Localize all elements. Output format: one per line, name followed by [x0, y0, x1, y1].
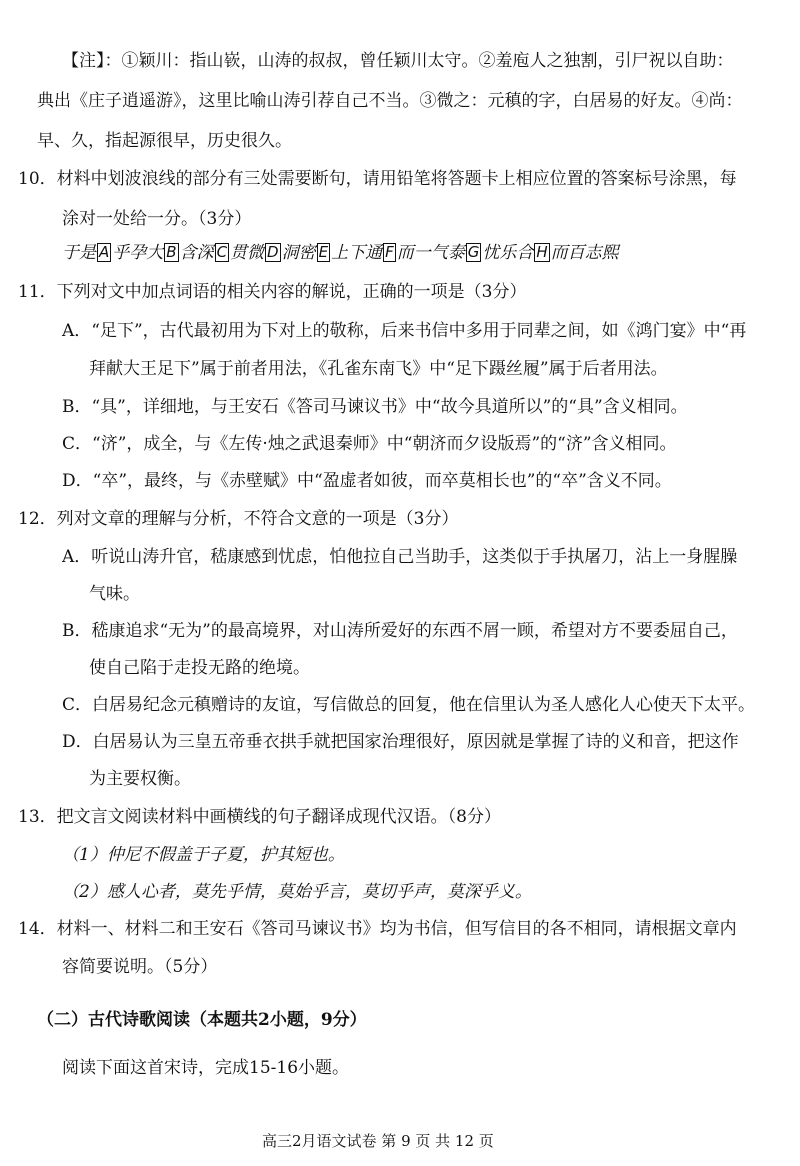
section-heading: （二）古代诗歌阅读（本题共2小题，9分）	[37, 1010, 367, 1030]
q10-segment-text: 忧乐合	[482, 243, 534, 263]
q14-stem-line-1: 14．材料一、材料二和王安石《答司马谏议书》均为书信，但写信目的各不相同，请根据文章内	[18, 919, 737, 939]
q10-segment-text: 而百志熙	[550, 243, 619, 263]
answer-mark-box: A	[99, 243, 110, 261]
note-line-3: 早、久，指起源很早，历史很久。	[37, 131, 292, 151]
q12-option-b-line-1: B．嵇康追求“无为”的最高境界，对山涛所爱好的东西不屑一顾，希望对方不要委屈自己，	[62, 621, 738, 641]
q10-segment-text: 洞密	[281, 243, 316, 263]
q10-segment-text: 含深	[179, 243, 214, 263]
q12-option-c: C．白居易纪念元稹赠诗的友谊，写信做总的回复，他在信里认为圣人感化人心使天下太平。	[62, 695, 756, 715]
q11-stem: 11．下列对文中加点词语的相关内容的解说，正确的一项是（3分）	[18, 282, 527, 302]
q10-segment-text: 上下通	[331, 243, 383, 263]
answer-mark-box: D	[267, 243, 279, 261]
q14-stem-line-2: 容简要说明。（5分）	[62, 957, 218, 977]
q10-sentence-segments	[62, 242, 619, 264]
q12-stem: 12．列对文章的理解与分析，不符合文意的一项是（3分）	[18, 509, 459, 529]
q11-option-d: D．“卒”，最终，与《赤壁赋》中“盈虚者如彼，而卒莫相长也”的“卒”含义不同。	[62, 471, 672, 491]
q13-sentence-2: （2）感人心者，莫先乎情，莫始乎言，莫切乎声，莫深乎义。	[62, 882, 532, 902]
q10-stem-line-1: 10．材料中划波浪线的部分有三处需要断句，请用铅笔将答题卡上相应位置的答案标号涂黑，每	[18, 169, 737, 189]
q11-option-a-line-1: A．“足下”，古代最初用为下对上的敬称，后来书信中多用于同辈之间，如《鸿门宴》中“再	[62, 321, 747, 341]
q12-option-d-line-2: 为主要权衡。	[89, 769, 191, 789]
q12-option-a-line-2: 气味。	[89, 584, 140, 604]
q10-segment-text: 于是	[62, 243, 96, 263]
q10-stem-line-2: 涂对一处给一分。（3分）	[62, 209, 252, 229]
q10-segment-text: 贯微	[230, 243, 265, 263]
answer-mark-box: H	[536, 243, 548, 261]
q11-option-c: C．“济”，成全，与《左传·烛之武退秦师》中“朝济而夕设版焉”的“济”含义相同。	[62, 434, 677, 454]
q11-option-b: B．“具”，详细地，与王安石《答司马谏议书》中“故今具道所以”的“具”含义相同。	[62, 397, 688, 417]
answer-mark-box: F	[385, 243, 394, 261]
q10-segment-text: 而一气泰	[396, 243, 465, 263]
answer-mark-box: B	[166, 243, 177, 261]
page-footer: 高三2月语文试卷 第 9 页 共 12 页	[262, 1132, 494, 1150]
q11-option-a-line-2: 拜献大王足下”属于前者用法，《孔雀东南飞》中“足下蹑丝履”属于后者用法。	[89, 359, 668, 379]
q12-option-b-line-2: 使自己陷于走投无路的绝境。	[89, 658, 310, 678]
note-line-1: 【注】：①颖川：指山嵚，山涛的叔叔，曾任颖川太守。②羞庖人之独割，引尸祝以自助：	[62, 51, 734, 71]
q10-segment-text: 乎孕大	[112, 243, 164, 263]
answer-mark-box: C	[216, 243, 228, 261]
q13-sentence-1: （1）仲尼不假盖于子夏，护其短也。	[62, 845, 345, 865]
note-line-2: 典出《庄子逍遥游》，这里比喻山涛引荐自己不当。③微之：元稹的字，白居易的好友。④尚：	[37, 91, 743, 111]
q12-option-d-line-1: D．白居易认为三皇五帝垂衣拱手就把国家治理很好，原因就是掌握了诗的义和音，把这作	[62, 732, 739, 752]
answer-mark-box: G	[467, 243, 480, 261]
section-intro: 阅读下面这首宋诗，完成15-16小题。	[62, 1058, 350, 1078]
answer-mark-box: E	[318, 243, 329, 261]
q12-option-a-line-1: A．听说山涛升官，嵇康感到忧虑，怕他拉自己当助手，这类似于手执屠刀，沾上一身腥臊	[62, 547, 738, 567]
q13-stem: 13．把文言文阅读材料中画横线的句子翻译成现代汉语。（8分）	[18, 807, 501, 827]
